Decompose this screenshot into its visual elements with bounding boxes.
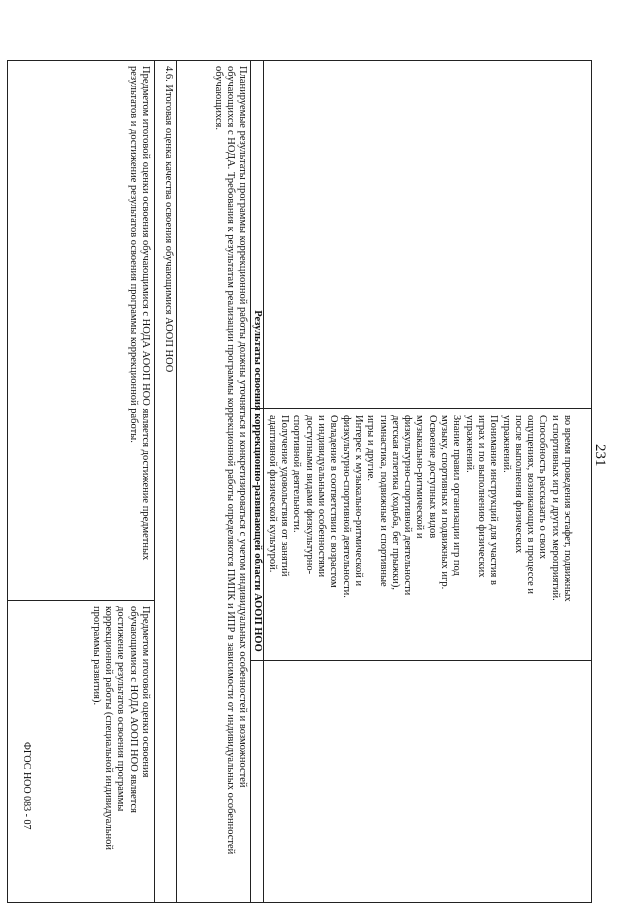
item-title-bottom-border [154, 60, 155, 902]
text-line: Овладение в соответствии с возрастом [328, 415, 340, 588]
item-left-line-1: Предметом итоговой оценки освоения обучающимися с НОДА АООП НОО является достижение предметных [140, 66, 151, 561]
item-row-divider [8, 600, 155, 601]
section-text-bottom-border [176, 60, 177, 902]
text-line: спортивной деятельности. [291, 415, 303, 533]
top-row-middle-cell [266, 415, 573, 655]
text-line: гимнастика, подвижные и спортивные [377, 415, 389, 587]
text-line: музыку, спортивных и подвижных игр. [439, 415, 451, 590]
section-text-line-1: Планируемые результаты программы коррекционной работы должны уточняться и конкретизироваться с учетом индивидуальных особенностей и возможностей [237, 66, 248, 788]
table-border-left [7, 60, 592, 61]
top-row-divider-1 [251, 408, 592, 409]
text-line: упражнений. [500, 415, 512, 473]
text-line: игры и другие. [365, 415, 377, 482]
page-footer: ФГОС НОО 083 - 07 [21, 742, 32, 830]
section-header-top-border [263, 60, 264, 902]
text-line: Получение удовольствия от занятий [279, 415, 291, 577]
top-row-divider-2 [251, 660, 592, 661]
text-line: программы развития). [90, 606, 102, 706]
text-line: Предметом итоговой оценки освоения [140, 606, 151, 778]
text-line: играх и по выполнению физических [475, 415, 487, 578]
text-line: обучающимися с НОДА АООП НОО является [127, 606, 139, 814]
text-line: адаптивной физической культурой. [266, 415, 278, 573]
text-line: коррекционной работы (специальной индивидуальной [103, 606, 115, 851]
text-line: Понимание инструкций для участия в [488, 415, 500, 585]
text-line: и спортивных игр и других мероприятий. [549, 415, 561, 601]
text-line: Знание правил организации игр под [451, 415, 463, 576]
section-text-line-3: обучающихся. [213, 66, 224, 130]
table-border-right [7, 902, 592, 903]
text-line: Способность рассказать о своих [537, 415, 549, 560]
section-text-line-2: обучающихся с НОДА. Требования к результатам реализации программы коррекционной работы определяются ПМПК и ИПР в зависимости от индивидуальных особенностей [225, 66, 236, 855]
text-line: после выполнения физических [512, 415, 524, 554]
item-right-cell [90, 606, 151, 896]
text-line: и индивидуальными особенностями [316, 415, 328, 578]
text-line: во время проведения эстафет, подвижных [562, 415, 573, 602]
text-line: физкультурно-спортивной деятельности [402, 415, 414, 596]
text-line: упражнений. [463, 415, 475, 473]
item-left-line-2: результатов и достижение результатов освоения программы коррекционной работы. [128, 66, 139, 443]
text-line: доступными видами физкультурно- [303, 415, 315, 575]
text-line: ощущениях, возникающих в процессе и [525, 415, 537, 595]
text-line: Интерес к музыкально-ритмической и [352, 415, 364, 587]
text-line: детская атлетика (ходьба, бег прыжки), [389, 415, 401, 590]
table-border-top [591, 60, 592, 902]
text-line: достижение результатов освоения программы [115, 606, 127, 812]
table-border-bottom [7, 60, 8, 903]
section-title: Результаты освоения коррекционно-развивающей области АООП НОО [252, 310, 263, 652]
text-line: Освоение доступных видов [426, 415, 438, 539]
text-line: физкультурно-спортивной деятельности. [340, 415, 352, 598]
page-number: 231 [592, 444, 608, 467]
item-title: 4.6. Итоговая оценка качества освоения обучающимися АООП НОО [163, 66, 174, 373]
text-line: музыкально-ритмической и [414, 415, 426, 539]
